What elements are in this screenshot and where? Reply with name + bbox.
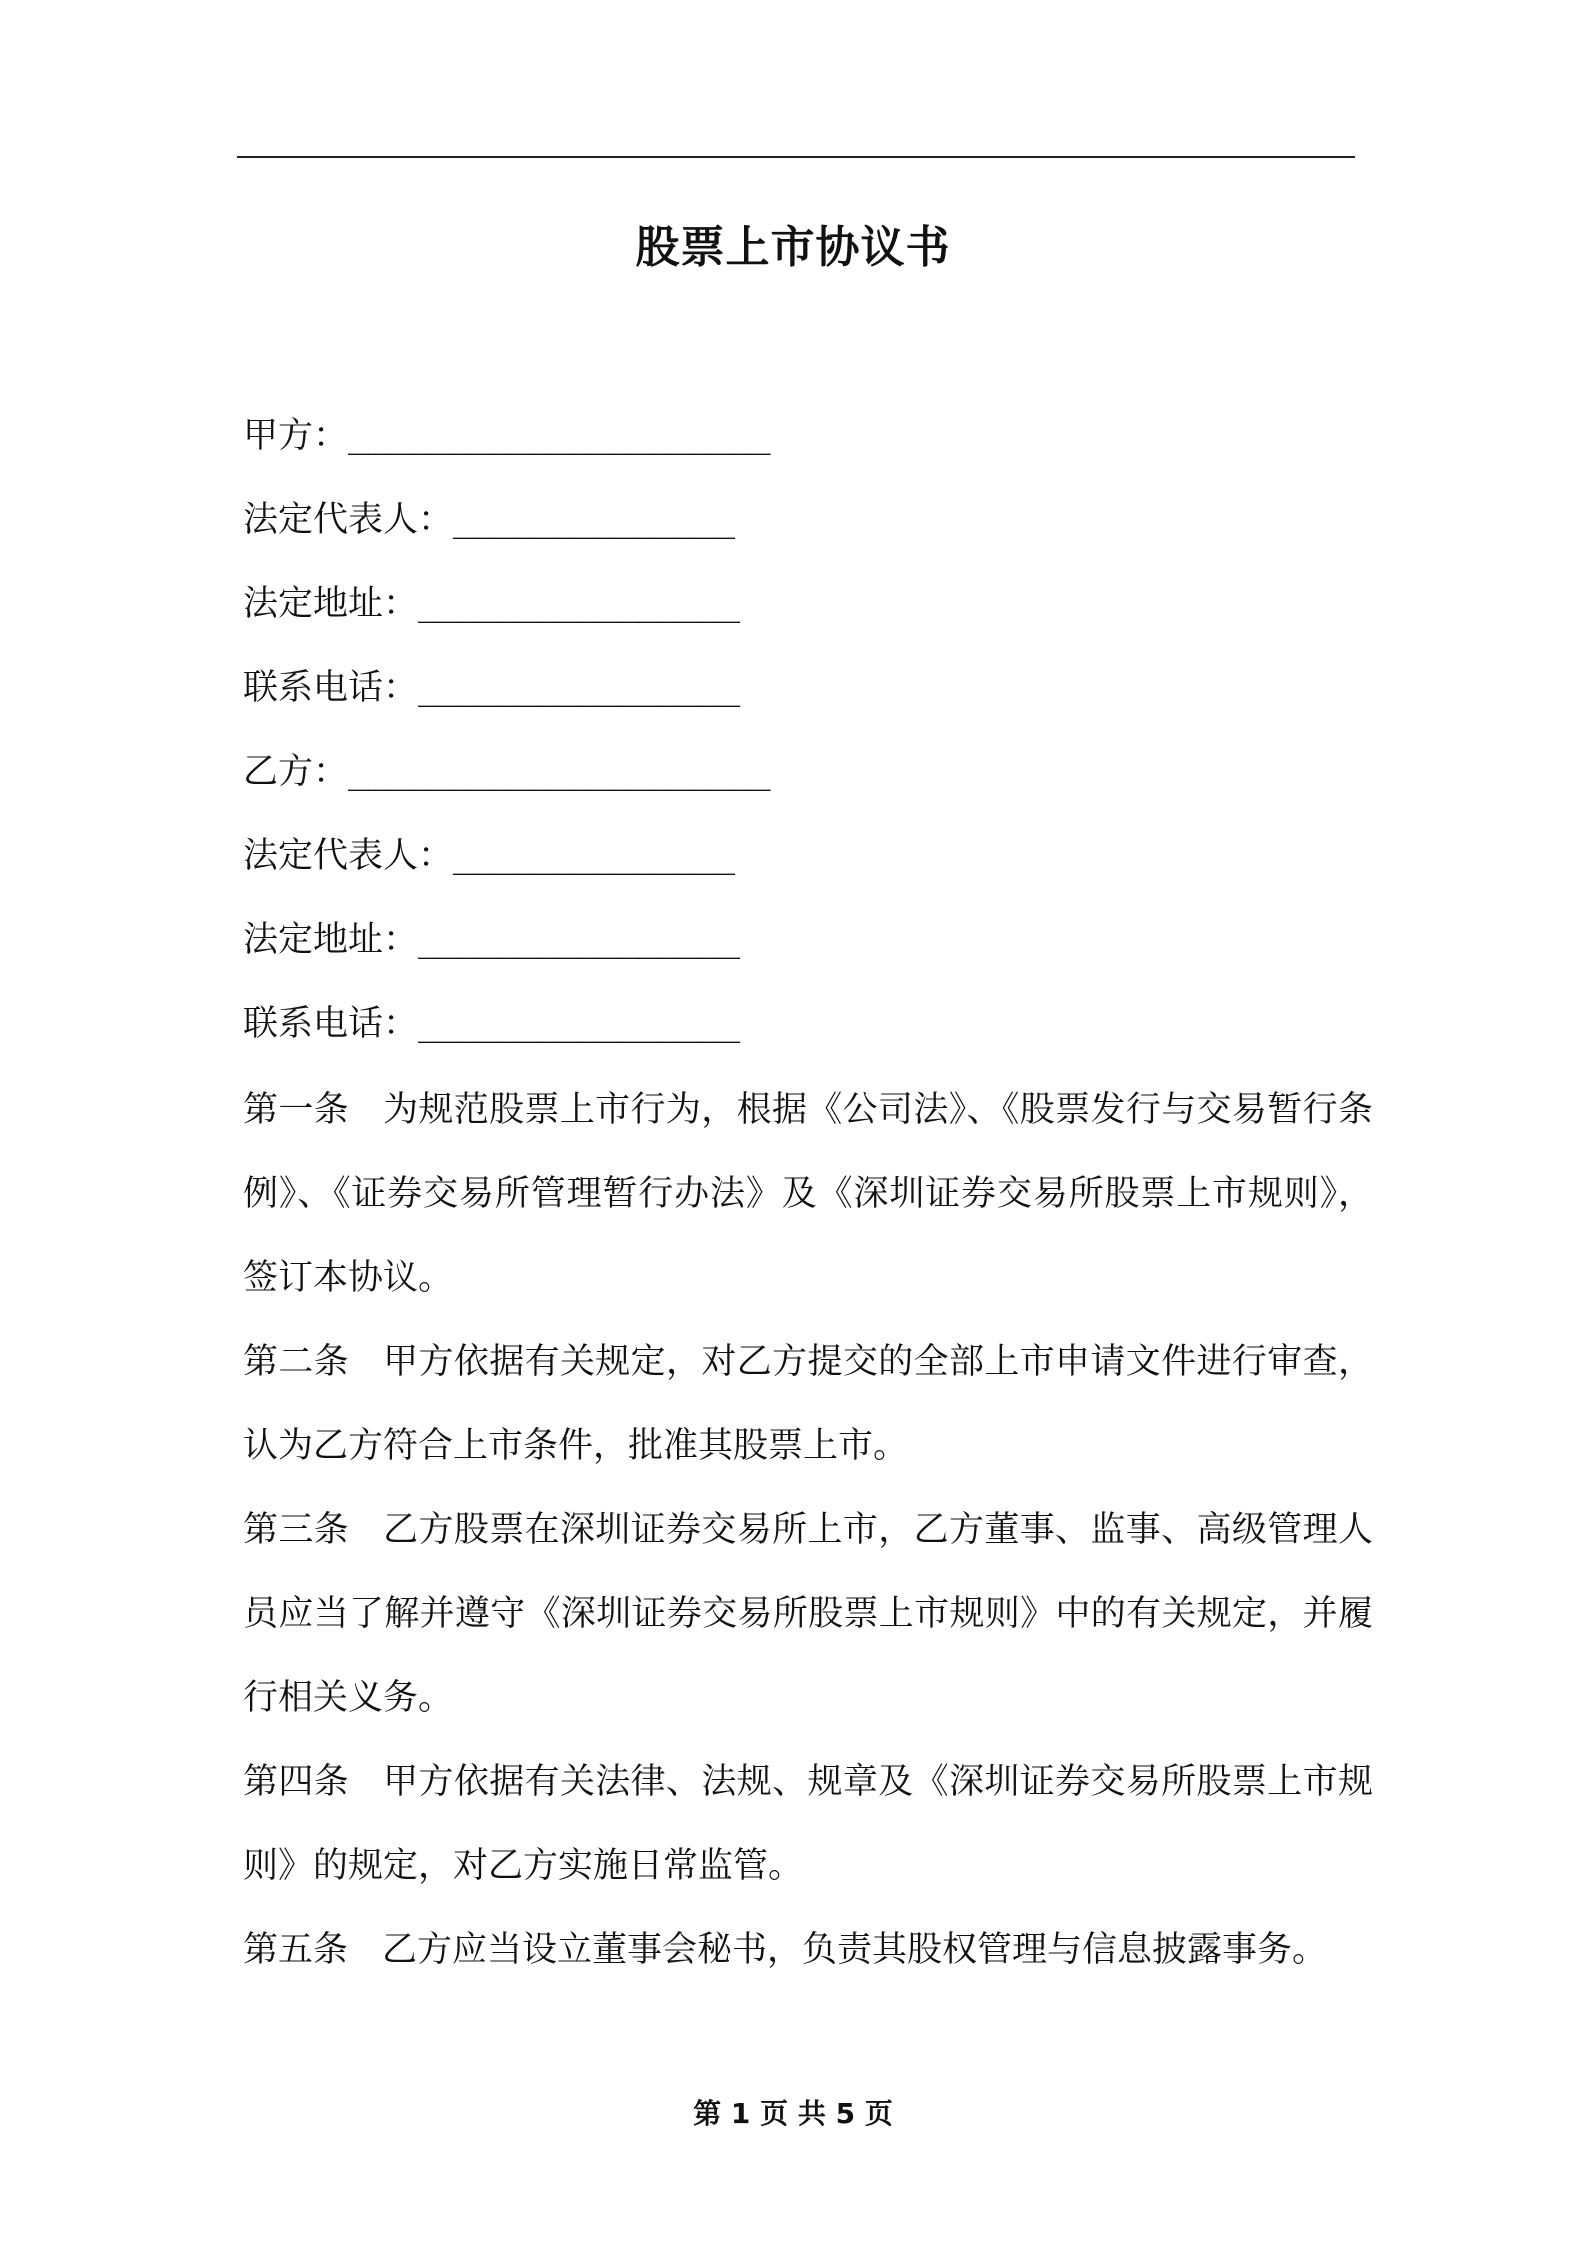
page-footer: 第 1 页 共 5 页 xyxy=(693,2097,893,2130)
party-a-address-field xyxy=(243,578,739,630)
field-label: 法定代表人： xyxy=(243,836,454,876)
article-number: 第五条 xyxy=(243,1930,349,1970)
field-label: 法定地址： xyxy=(243,584,419,624)
header-rule xyxy=(237,156,1355,158)
fill-blank: ________________ xyxy=(418,584,740,624)
fill-blank: ______________ xyxy=(453,836,735,876)
article-text: 甲方依据有关法律、法规、规章及《深圳证券交易所股票上市规则》的规定，对乙方实施日常监管。 xyxy=(243,1762,1373,1886)
article-5 xyxy=(243,1908,1373,1992)
fill-blank: ________________ xyxy=(418,920,740,960)
party-b-address-field xyxy=(243,914,739,966)
party-a-field xyxy=(243,410,770,462)
article-number: 第二条 xyxy=(243,1342,350,1382)
fill-blank: _____________________ xyxy=(348,416,770,456)
field-label: 乙方： xyxy=(243,752,349,792)
article-4 xyxy=(243,1740,1373,1908)
fill-blank: ______________ xyxy=(453,500,735,540)
party-a-representative-field xyxy=(243,494,734,546)
article-2 xyxy=(243,1320,1373,1488)
article-1 xyxy=(243,1068,1373,1320)
field-label: 法定代表人： xyxy=(243,500,454,540)
article-number: 第四条 xyxy=(243,1762,350,1802)
fill-blank: ________________ xyxy=(418,668,740,708)
article-text: 甲方依据有关规定，对乙方提交的全部上市申请文件进行审查，认为乙方符合上市条件，批准其股票上市。 xyxy=(243,1342,1373,1466)
article-number: 第一条 xyxy=(243,1090,350,1130)
article-text: 为规范股票上市行为，根据《公司法》、《股票发行与交易暂行条例》、《证券交易所管理暂行办法》及《深圳证券交易所股票上市规则》，签订本协议。 xyxy=(243,1090,1373,1298)
article-text: 乙方应当设立董事会秘书，负责其股权管理与信息披露事务。 xyxy=(382,1930,1328,1970)
article-text: 乙方股票在深圳证券交易所上市，乙方董事、监事、高级管理人员应当了解并遵守《深圳证券交易所股票上市规则》中的有关规定，并履行相关义务。 xyxy=(243,1510,1373,1718)
field-label: 联系电话： xyxy=(243,1004,419,1044)
article-number: 第三条 xyxy=(243,1510,350,1550)
party-b-representative-field xyxy=(243,830,734,882)
article-3 xyxy=(243,1488,1373,1740)
fill-blank: _____________________ xyxy=(348,752,770,792)
document-title: 股票上市协议书 xyxy=(635,222,951,273)
field-label: 法定地址： xyxy=(243,920,419,960)
field-label: 联系电话： xyxy=(243,668,419,708)
party-a-phone-field xyxy=(243,662,739,714)
fill-blank: ________________ xyxy=(418,1004,740,1044)
party-b-phone-field xyxy=(243,998,739,1050)
field-label: 甲方： xyxy=(243,416,349,456)
party-b-field xyxy=(243,746,770,798)
